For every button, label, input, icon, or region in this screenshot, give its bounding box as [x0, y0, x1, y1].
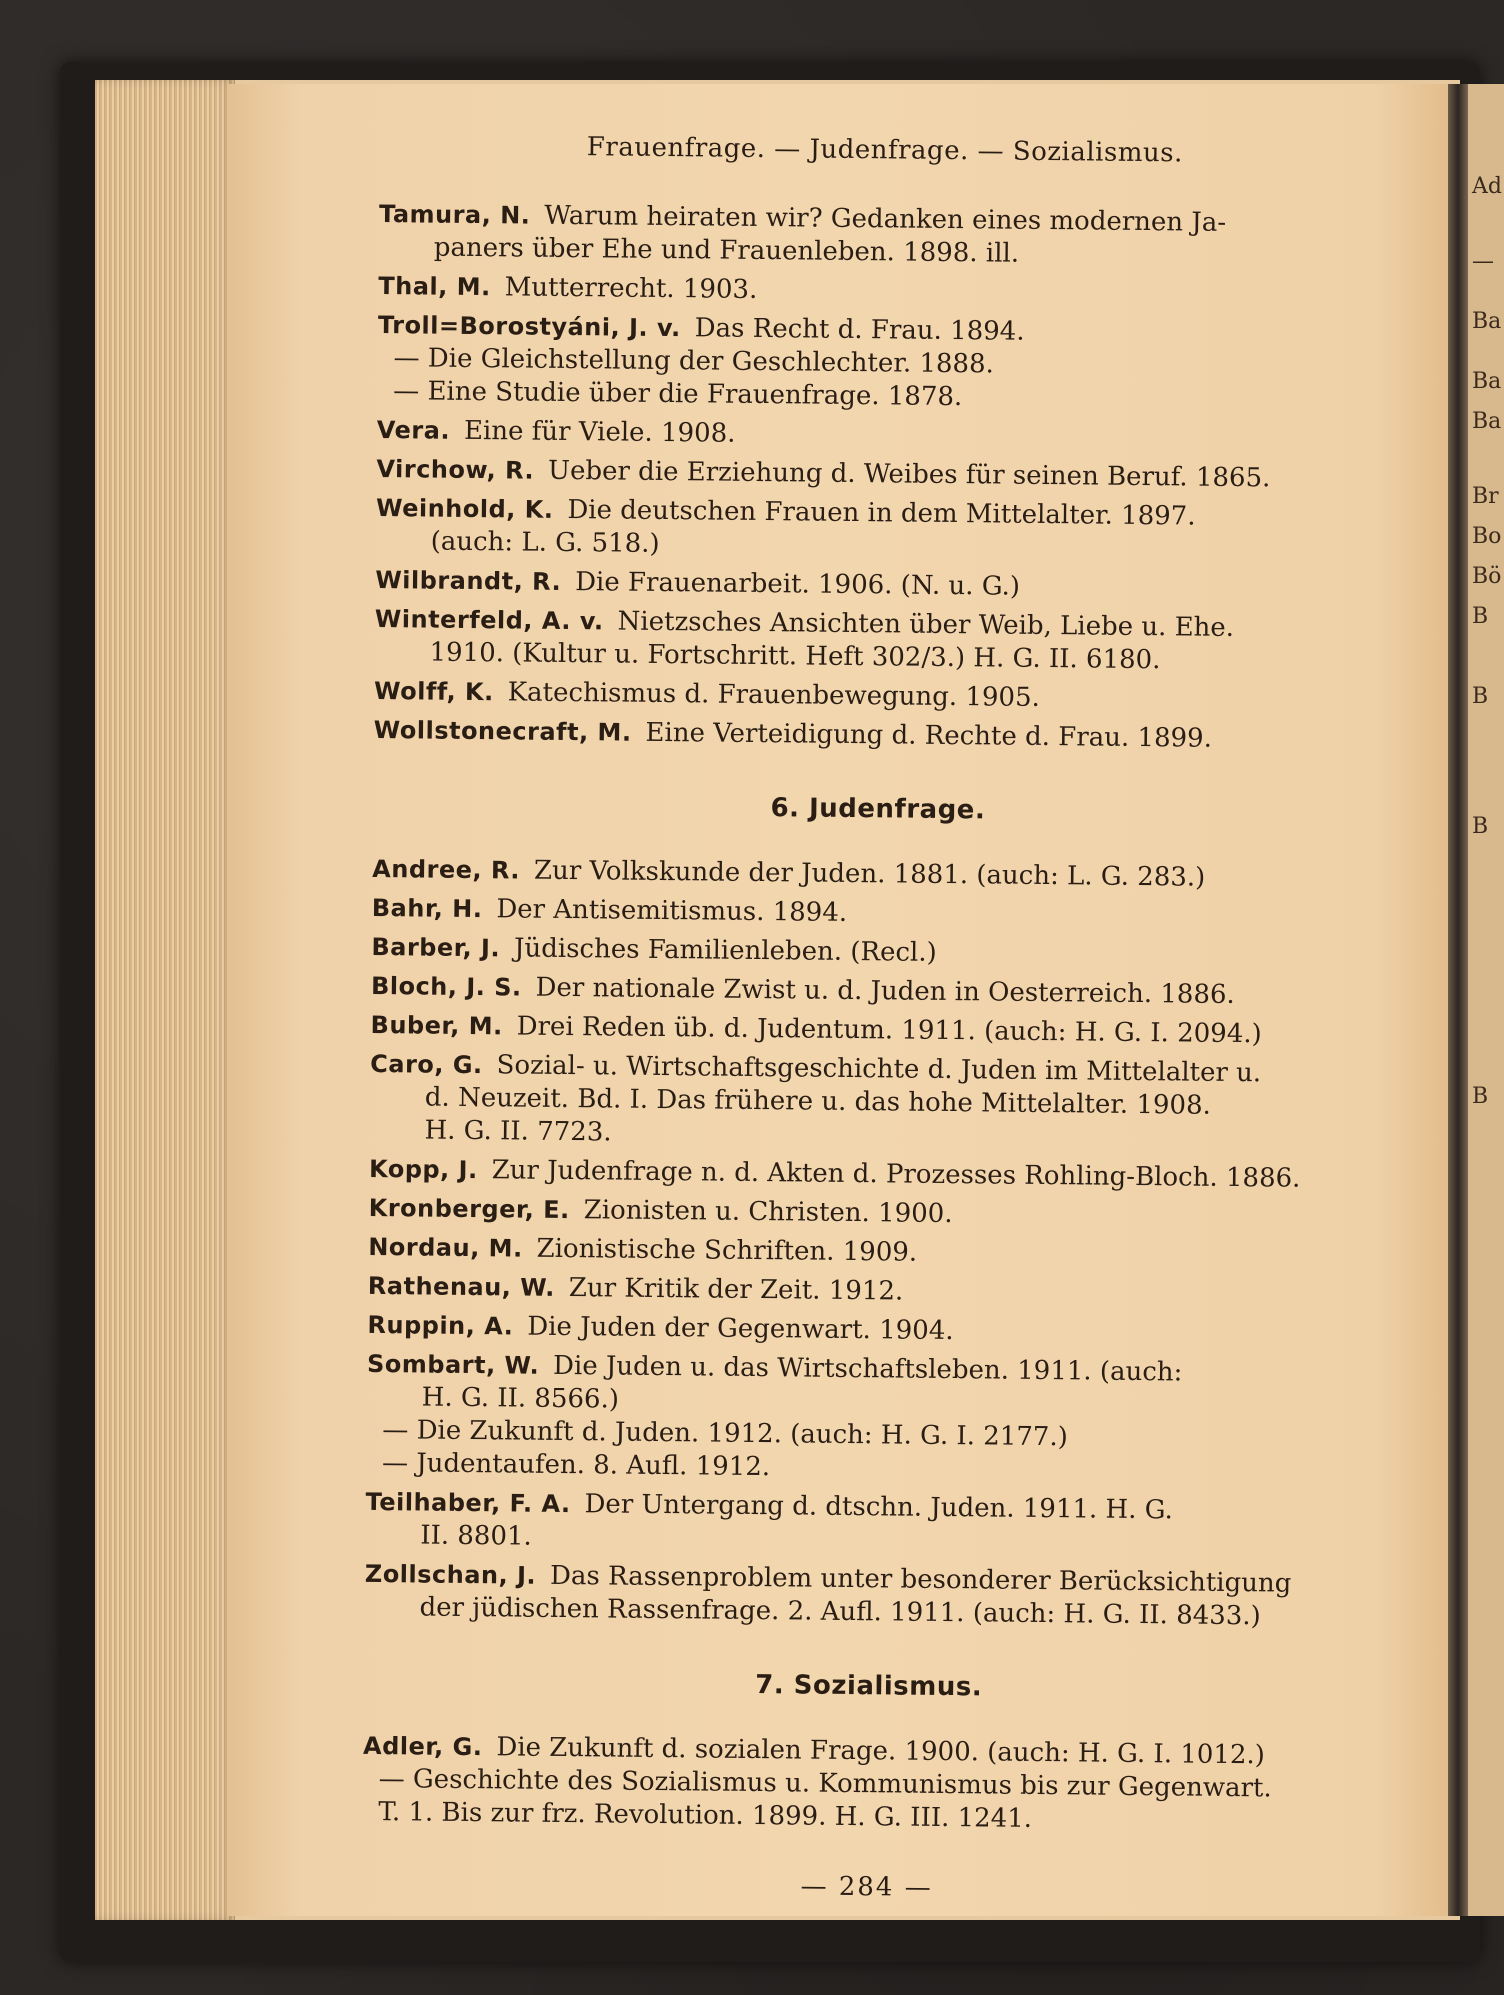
bibliography-entry	[362, 1730, 1373, 1840]
bibliography-entry	[376, 492, 1387, 569]
section-frauenfrage	[374, 198, 1390, 758]
facing-page-fragment: Ad	[1472, 174, 1502, 199]
entry-text: Der nationale Zwist u. d. Juden in Oesterreich. 1886.	[535, 972, 1235, 1010]
entry-text: H. G. II. 8566.)	[421, 1382, 620, 1415]
page-content	[361, 130, 1389, 1907]
bibliography-entry	[374, 714, 1384, 758]
facing-page-fragment: Bo	[1472, 524, 1502, 549]
entry-text: Eine Verteidigung d. Rechte d. Frau. 1899.	[645, 717, 1213, 754]
entry-author: Zollschan, J.	[364, 1559, 537, 1590]
entry-text: Zionisten u. Christen. 1900.	[583, 1195, 953, 1230]
page-edges	[95, 80, 235, 1920]
facing-page-fragment: Br	[1472, 484, 1499, 509]
bibliography-entry	[365, 1486, 1376, 1563]
entry-text: H. G. II. 7723.	[424, 1115, 612, 1148]
bibliography-entry	[372, 892, 1382, 936]
facing-page-fragment: B	[1472, 684, 1489, 709]
running-head: Frauenfrage. — Judenfrage. — Sozialismus.	[586, 132, 1183, 169]
entry-author: Kronberger, E.	[368, 1193, 570, 1225]
entry-subitem: — Die Gleichstellung der Geschlechter. 1888.	[393, 343, 995, 380]
facing-page-fragment: —	[1472, 249, 1494, 274]
entry-author: Barber, J.	[371, 932, 501, 963]
entry-text: Jüdisches Familienleben. (Recl.)	[513, 933, 937, 968]
entry-text: Mutterrecht. 1903.	[504, 272, 758, 305]
facing-page-fragment: Bö	[1472, 564, 1502, 589]
entry-text: II. 8801.	[420, 1520, 532, 1552]
bibliography-entry	[371, 970, 1381, 1014]
bibliography-entry	[371, 931, 1381, 975]
entry-author: Virchow, R.	[376, 454, 535, 485]
entry-text: Die deutschen Frauen in dem Mittelalter. 1897.	[567, 494, 1196, 532]
entry-author: Bahr, H.	[371, 893, 483, 924]
entry-author: Bloch, J. S.	[370, 971, 522, 1002]
entry-text: Die Zukunft d. sozialen Frage. 1900. (auch: H. G. I. 1012.)	[496, 1732, 1266, 1771]
bibliography-entry	[374, 675, 1384, 719]
facing-page-fragment: B	[1472, 814, 1489, 839]
entry-text: Zur Judenfrage n. d. Akten d. Prozesses Rohling-Bloch. 1886.	[491, 1155, 1301, 1194]
entry-text: Die Frauenarbeit. 1906. (N. u. G.)	[575, 567, 1021, 602]
entry-author: Buber, M.	[370, 1010, 503, 1041]
section-title-judenfrage: 6. Judenfrage.	[770, 793, 986, 826]
entry-text: d. Neuzeit. Bd. I. Das frühere u. das hohe Mittelalter. 1908.	[424, 1082, 1212, 1121]
bibliography-entry	[369, 1192, 1379, 1236]
facing-page-fragment: Ba	[1472, 309, 1502, 334]
facing-page-fragment: Ba	[1472, 409, 1502, 434]
entry-text: Das Rassenproblem unter besonderer Berücksichtigung	[549, 1560, 1292, 1599]
bibliography-entry	[375, 564, 1385, 608]
entry-author: Teilhaber, F. A.	[365, 1487, 571, 1519]
entry-author: Ruppin, A.	[367, 1310, 514, 1341]
entry-subitem: — Eine Studie über die Frauenfrage. 1878.	[393, 376, 963, 413]
section-title-sozialismus: 7. Sozialismus.	[755, 1670, 983, 1703]
section-sozialismus	[362, 1730, 1373, 1840]
bibliography-entry	[369, 1048, 1380, 1158]
entry-text: Zionistische Schriften. 1909.	[536, 1233, 918, 1268]
entry-text: (auch: L. G. 518.)	[430, 526, 660, 559]
bibliography-entry	[370, 1009, 1380, 1053]
entry-text: Warum heiraten wir? Gedanken eines modernen Ja-	[544, 200, 1227, 238]
bibliography-entry	[372, 853, 1382, 897]
entry-text: Zur Volkskunde der Juden. 1881. (auch: L. G. 283.)	[533, 855, 1206, 893]
entry-subitem: — Geschichte des Sozialismus u. Kommunismus bis zur Gegenwart.	[378, 1764, 1272, 1804]
entry-author: Andree, R.	[372, 854, 521, 885]
entry-subitem: — Judentaufen. 8. Aufl. 1912.	[381, 1448, 771, 1483]
bibliography-entry	[374, 603, 1385, 680]
entry-subitem: — Die Zukunft d. Juden. 1912. (auch: H. G. I. 2177.)	[382, 1415, 1068, 1453]
entry-subitem: T. 1. Bis zur frz. Revolution. 1899. H. G. III. 1241.	[378, 1797, 1033, 1834]
bibliography-entry	[367, 1309, 1377, 1353]
entry-author: Sombart, W.	[366, 1349, 540, 1380]
bibliography-entry	[368, 1231, 1378, 1275]
entry-text: Der Antisemitismus. 1894.	[496, 894, 848, 928]
bibliography-entry	[364, 1558, 1375, 1635]
entry-author: Winterfeld, A. v.	[374, 604, 604, 636]
book-gutter	[1448, 84, 1468, 1916]
entry-text: Sozial- u. Wirtschaftsgeschichte d. Juden im Mittelalter u.	[496, 1050, 1262, 1089]
bibliography-entry	[377, 414, 1387, 458]
entry-text: Das Recht d. Frau. 1894.	[694, 313, 1025, 347]
entry-text: 1910. (Kultur u. Fortschritt. Heft 302/3.) H. G. II. 6180.	[429, 637, 1161, 676]
entry-author: Kopp, J.	[368, 1154, 478, 1185]
bibliography-entry	[379, 198, 1390, 275]
section-judenfrage	[364, 853, 1382, 1635]
entry-author: Wollstonecraft, M.	[373, 715, 632, 747]
entry-author: Adler, G.	[362, 1731, 483, 1762]
entry-text: Drei Reden üb. d. Judentum. 1911. (auch: H. G. I. 2094.)	[516, 1011, 1262, 1050]
facing-page-strip	[1468, 84, 1504, 1916]
bibliography-entry	[368, 1270, 1378, 1314]
entry-author: Wilbrandt, R.	[375, 565, 562, 596]
entry-author: Tamura, N.	[378, 199, 531, 230]
page-number: — 284 —	[800, 1871, 933, 1903]
bibliography-entry	[376, 453, 1386, 497]
entry-text: Eine für Viele. 1908.	[463, 415, 736, 449]
entry-text: Zur Kritik der Zeit. 1912.	[568, 1273, 904, 1307]
entry-author: Wolff, K.	[373, 676, 494, 707]
entry-text: Ueber die Erziehung d. Weibes für seinen Beruf. 1865.	[547, 455, 1271, 494]
entry-text: paners über Ehe und Frauenleben. 1898. ill.	[433, 232, 1020, 269]
entry-author: Vera.	[376, 415, 451, 445]
entry-text: Katechismus d. Frauenbewegung. 1905.	[507, 677, 1041, 713]
entry-text: Die Juden der Gegenwart. 1904.	[527, 1311, 954, 1347]
facing-page-fragment: Ba	[1472, 369, 1502, 394]
entry-author: Nordau, M.	[368, 1232, 523, 1263]
entry-text: der jüdischen Rassenfrage. 2. Aufl. 1911. (auch: H. G. II. 8433.)	[419, 1592, 1261, 1632]
entry-text: Der Untergang d. dtschn. Juden. 1911. H. G.	[584, 1489, 1173, 1526]
entry-text: Die Juden u. das Wirtschaftsleben. 1911. (auch:	[552, 1350, 1183, 1388]
entry-text: Nietzsches Ansichten über Weib, Liebe u. Ehe.	[617, 606, 1235, 643]
bibliography-entry	[366, 1348, 1377, 1491]
entry-author: Rathenau, W.	[367, 1271, 556, 1302]
bibliography-entry	[377, 309, 1388, 419]
entry-author: Weinhold, K.	[375, 493, 554, 524]
facing-page-fragment: B	[1472, 1084, 1489, 1109]
entry-author: Troll=Borostyáni, J. v.	[377, 310, 681, 343]
entry-author: Thal, M.	[378, 271, 491, 302]
bibliography-entry	[369, 1153, 1379, 1197]
bibliography-entry	[378, 270, 1388, 314]
facing-page-fragment: B	[1472, 604, 1489, 629]
entry-author: Caro, G.	[370, 1049, 483, 1080]
